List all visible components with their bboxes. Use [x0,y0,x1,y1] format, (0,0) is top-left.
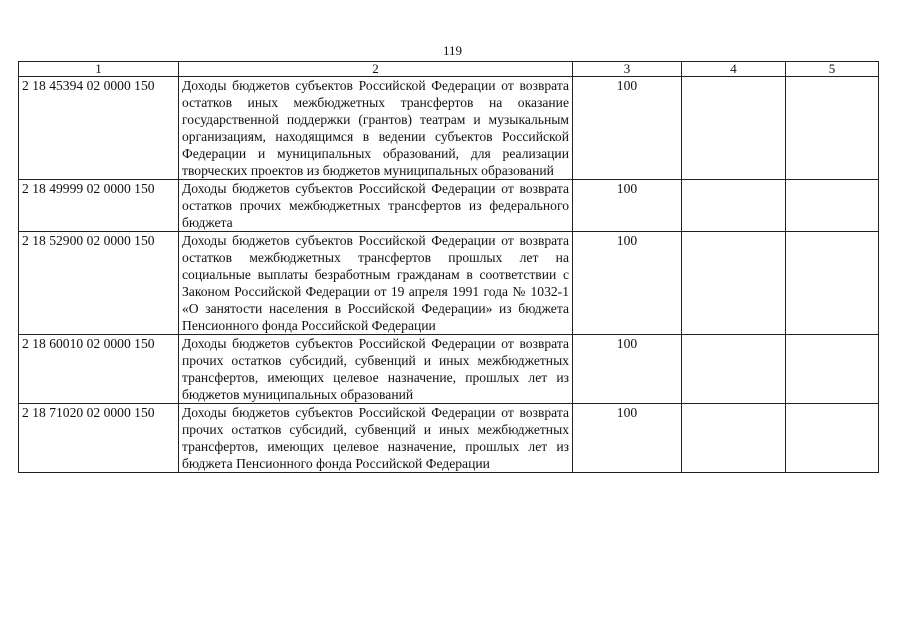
column-5-value-cell [786,77,879,180]
column-5-value-cell [786,335,879,404]
column-header-5: 5 [786,62,879,77]
revenue-description-cell: Доходы бюджетов субъектов Российской Федерации от возврата остатков межбюджетных трансфертов прошлых лет на социальные выплаты безработным гражданам в соответствии с Законом Российской Федерации от 19 апреля 1991 года № 1032-1 «О занятости населения в Российской Федерации» из бюджета Пенсионного фонда Российской Федерации [179,232,573,335]
table-row [19,180,879,232]
column-4-value-cell [682,180,786,232]
column-4-value-cell [682,232,786,335]
table-row [19,335,879,404]
table-row [19,232,879,335]
column-4-value-cell [682,335,786,404]
column-header-2: 2 [179,62,573,77]
revenue-description-cell: Доходы бюджетов субъектов Российской Федерации от возврата прочих остатков субсидий, субвенций и иных межбюджетных трансфертов, имеющих целевое назначение, прошлых лет из бюджетов муниципальных образований [179,335,573,404]
revenue-code-cell: 2 18 49999 02 0000 150 [19,180,179,232]
revenue-code-cell: 2 18 45394 02 0000 150 [19,77,179,180]
revenue-description-cell: Доходы бюджетов субъектов Российской Федерации от возврата остатков прочих межбюджетных трансфертов из федерального бюджета [179,180,573,232]
column-5-value-cell [786,180,879,232]
table-row [19,404,879,473]
column-header-4: 4 [682,62,786,77]
budget-revenue-table [18,61,879,473]
column-header-1: 1 [19,62,179,77]
column-header-3: 3 [573,62,682,77]
column-3-value-cell: 100 [573,180,682,232]
revenue-code-cell: 2 18 71020 02 0000 150 [19,404,179,473]
column-3-value-cell: 100 [573,232,682,335]
column-4-value-cell [682,404,786,473]
revenue-description-cell: Доходы бюджетов субъектов Российской Федерации от возврата остатков иных межбюджетных трансфертов на оказание государственной поддержки (грантов) театрам и музыкальным организациям, находящимся в ведении субъектов Российской Федерации и муниципальных образований, для реализации творческих проектов из бюджетов муниципальных образований [179,77,573,180]
page-number: 119 [442,43,463,58]
revenue-code-cell: 2 18 60010 02 0000 150 [19,335,179,404]
column-3-value-cell: 100 [573,335,682,404]
column-3-value-cell: 100 [573,404,682,473]
revenue-code-cell: 2 18 52900 02 0000 150 [19,232,179,335]
column-4-value-cell [682,77,786,180]
column-5-value-cell [786,232,879,335]
column-3-value-cell: 100 [573,77,682,180]
table-header-row [19,62,879,77]
table-row [19,77,879,180]
column-5-value-cell [786,404,879,473]
revenue-description-cell: Доходы бюджетов субъектов Российской Федерации от возврата прочих остатков субсидий, субвенций и иных межбюджетных трансфертов, имеющих целевое назначение, прошлых лет из бюджета Пенсионного фонда Российской Федерации [179,404,573,473]
